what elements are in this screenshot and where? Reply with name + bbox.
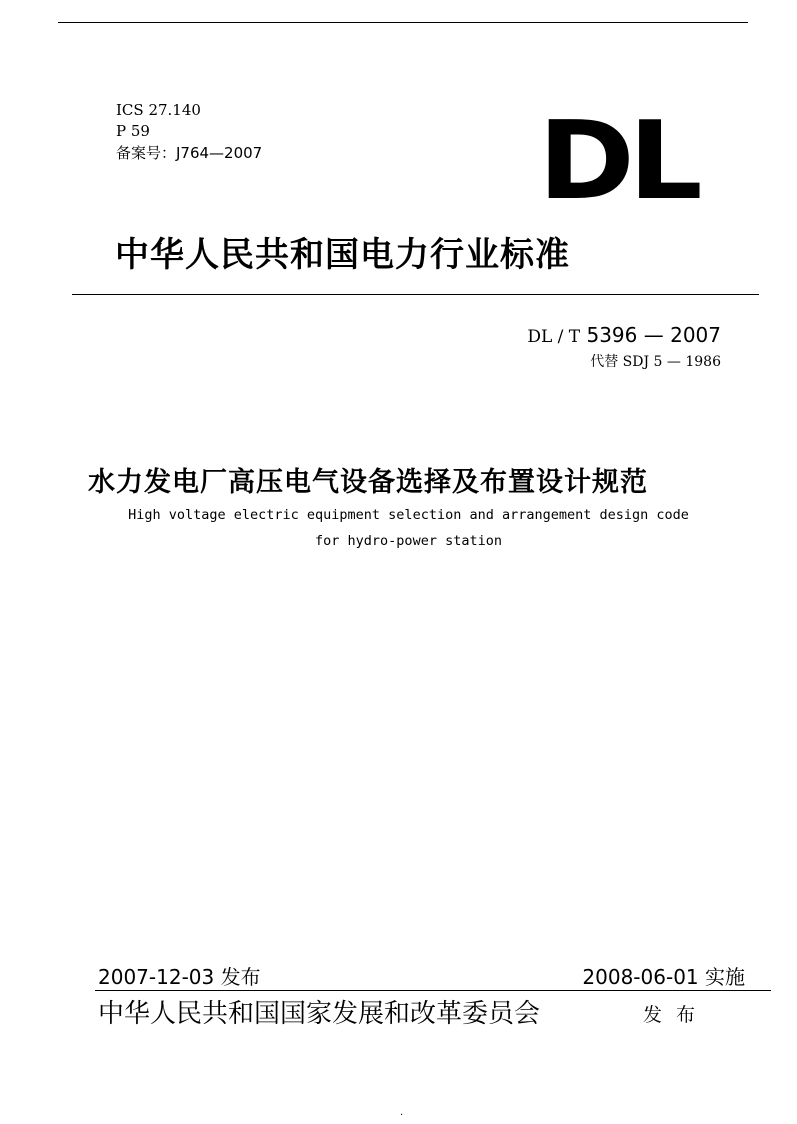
document-title-english-line1: High voltage electric equipment selection and arrangement design code	[128, 507, 689, 523]
p-code: P 59	[116, 122, 150, 140]
footer-divider	[95, 990, 771, 991]
publish-label: 发布	[643, 1004, 710, 1026]
filing-number: 备案号：J764—2007	[116, 144, 263, 162]
implementation-date: 2008-06-01 实施	[582, 965, 745, 989]
ics-code: ICS 27.140	[116, 101, 201, 119]
replaces-standard: 代替 SDJ 5 — 1986	[590, 354, 721, 370]
header-divider	[72, 294, 759, 295]
standard-number	[527, 322, 721, 350]
document-title-english-line2: for hydro-power station	[315, 533, 502, 549]
standard-number-prefix: DL / T	[527, 327, 581, 347]
issuing-authority: 中华人民共和国国家发展和改革委员会	[98, 999, 541, 1029]
footer-mark: .	[400, 1107, 404, 1118]
standard-number-value: 5396 — 2007	[586, 323, 721, 347]
top-rule	[58, 22, 748, 23]
issue-date: 2007-12-03 发布	[98, 965, 261, 989]
dl-logo: DL	[538, 99, 697, 224]
document-title-chinese: 水力发电厂高压电气设备选择及布置设计规范	[88, 467, 648, 498]
industry-standard-heading: 中华人民共和国电力行业标准	[115, 235, 570, 275]
